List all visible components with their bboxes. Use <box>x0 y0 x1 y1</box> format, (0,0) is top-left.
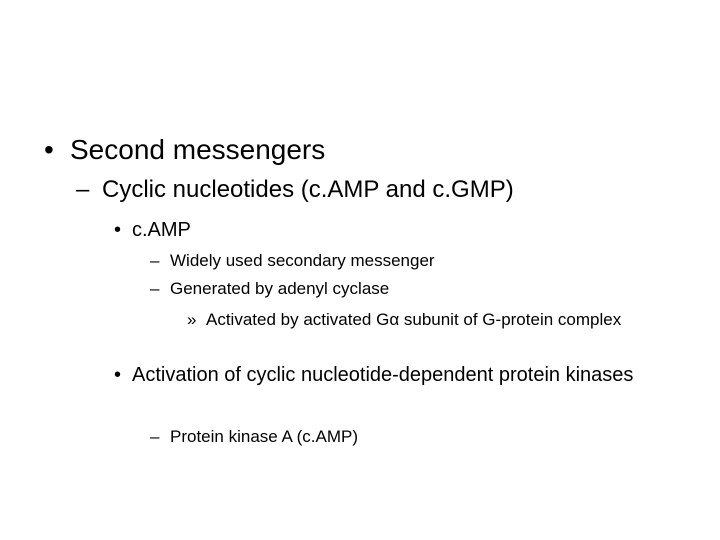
bullet-text: Second messengers <box>70 134 326 165</box>
bullet-second-messengers <box>44 132 325 168</box>
bullet-marker: • <box>114 364 122 386</box>
dash-marker: – <box>76 176 90 203</box>
dash-marker: – <box>150 427 160 446</box>
bullet-text: Widely used secondary messenger <box>170 251 435 270</box>
bullet-activated-by <box>187 308 637 332</box>
chevron-marker: » <box>187 310 197 329</box>
bullet-activation-kinases <box>114 362 674 389</box>
bullet-generated-by <box>150 278 389 300</box>
bullet-camp <box>114 217 191 243</box>
dash-marker: – <box>150 251 160 270</box>
dash-marker: – <box>150 279 160 298</box>
bullet-widely-used <box>150 250 435 272</box>
bullet-protein-kinase-a <box>150 426 358 448</box>
bullet-text: c.AMP <box>132 219 191 241</box>
bullet-marker: • <box>44 134 54 165</box>
bullet-text: Generated by adenyl cyclase <box>170 279 390 298</box>
bullet-cyclic-nucleotides <box>76 175 514 205</box>
bullet-text: Activation of cyclic nucleotide-dependent protein kinases <box>132 364 634 386</box>
bullet-marker: • <box>114 219 122 241</box>
bullet-text: Protein kinase A (c.AMP) <box>170 427 359 446</box>
bullet-text: Cyclic nucleotides (c.AMP and c.GMP) <box>102 176 514 203</box>
bullet-text: Activated by activated Gα subunit of G-protein complex <box>206 310 622 329</box>
